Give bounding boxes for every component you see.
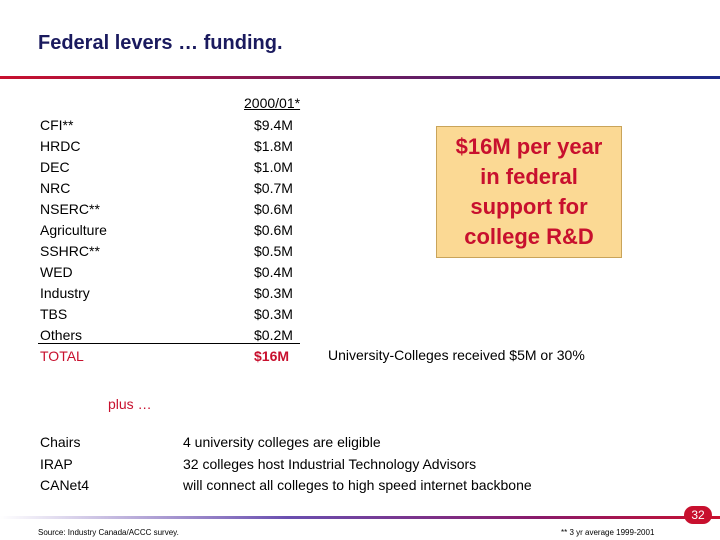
funding-amount: $9.4M bbox=[254, 117, 293, 133]
total-divider bbox=[38, 343, 300, 344]
agency-name: Others bbox=[40, 327, 83, 343]
funding-amount: $0.5M bbox=[254, 243, 293, 259]
funding-amount: $0.7M bbox=[254, 180, 293, 196]
agency-name: NSERC** bbox=[40, 201, 100, 217]
total-label: TOTAL bbox=[40, 348, 84, 364]
funding-amount: $0.4M bbox=[254, 264, 293, 280]
amount-list bbox=[254, 115, 293, 367]
program-name: Chairs bbox=[40, 434, 81, 450]
funding-amount: $0.3M bbox=[254, 285, 293, 301]
funding-amount: $0.6M bbox=[254, 201, 293, 217]
title-divider bbox=[0, 76, 720, 79]
program-name: CANet4 bbox=[40, 477, 90, 493]
slide-title: Federal levers … funding. bbox=[38, 32, 283, 54]
program-description-list bbox=[183, 432, 532, 497]
agency-name: NRC bbox=[40, 180, 71, 196]
column-header: 2000/01* bbox=[244, 95, 301, 111]
source-note: Source: Industry Canada/ACCC survey. bbox=[38, 528, 179, 537]
program-description: will connect all colleges to high speed internet backbone bbox=[183, 477, 532, 493]
funding-amount: $0.2M bbox=[254, 327, 293, 343]
agency-name: WED bbox=[40, 264, 73, 280]
agency-name: Agriculture bbox=[40, 222, 107, 238]
funding-callout: $16M per year in federal support for college R&D bbox=[436, 126, 622, 258]
funding-amount: $1.8M bbox=[254, 138, 293, 154]
program-description: 32 colleges host Industrial Technology Advisors bbox=[183, 455, 477, 472]
program-list bbox=[40, 432, 89, 497]
program-name: IRAP bbox=[40, 455, 73, 472]
agency-name: TBS bbox=[40, 306, 68, 322]
agency-name: CFI** bbox=[40, 117, 74, 133]
university-college-note: University-Colleges received $5M or 30% bbox=[328, 347, 585, 363]
agency-name: SSHRC** bbox=[40, 243, 100, 259]
total-amount: $16M bbox=[254, 348, 290, 364]
plus-label: plus … bbox=[108, 396, 152, 412]
funding-amount: $1.0M bbox=[254, 159, 293, 175]
footnote: ** 3 yr average 1999-2001 bbox=[561, 528, 655, 537]
program-description: 4 university colleges are eligible bbox=[183, 434, 381, 450]
funding-amount: $0.6M bbox=[254, 222, 293, 238]
agency-list bbox=[40, 115, 107, 367]
agency-name: HRDC bbox=[40, 138, 81, 154]
funding-amount: $0.3M bbox=[254, 306, 293, 322]
agency-name: Industry bbox=[40, 285, 90, 301]
page-number-badge: 32 bbox=[684, 506, 712, 524]
agency-name: DEC bbox=[40, 159, 70, 175]
footer-divider bbox=[0, 516, 720, 519]
